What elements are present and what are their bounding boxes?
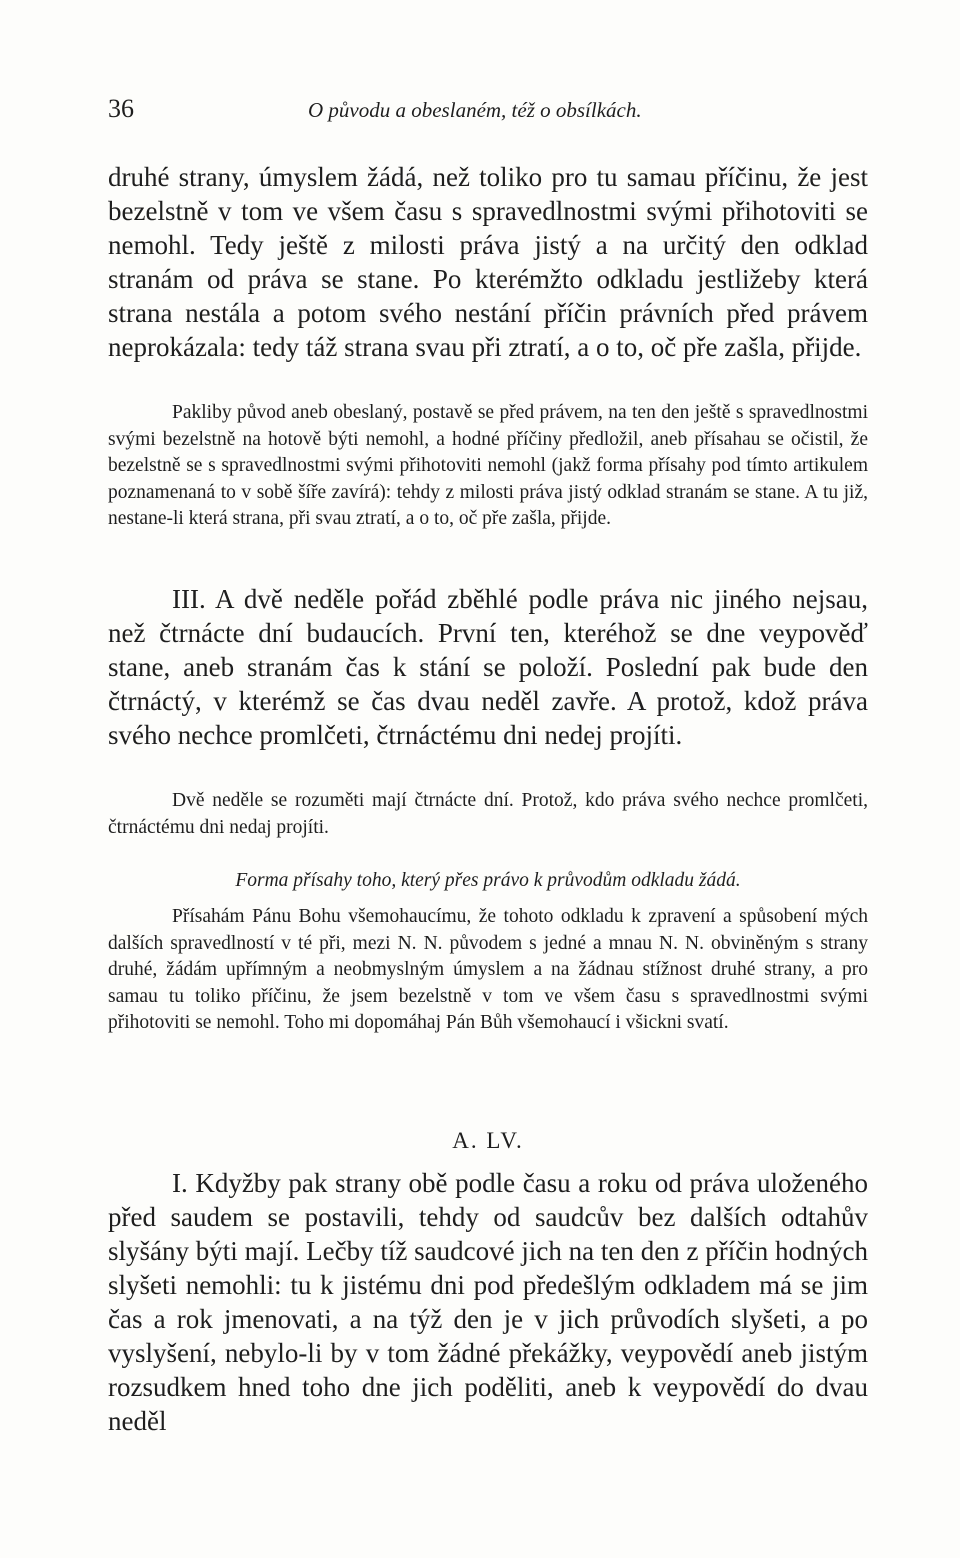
article-paragraph-i [108,1166,868,1438]
section-heading: A. LV. [452,1128,524,1153]
note-paragraph [108,788,868,841]
paragraph-text: druhé strany, úmyslem žádá, než toliko pro tu samau příčinu, že jest bezelstně v tom ve všem času s spravedlnostmi svými přihotoviti se nemohl. Tedy ještě z milosti práva jistý a na určitý den odklad stranám od práva se stane. Po kterémžto odkladu jestližeby která strana nestála a potom svého nestání příčin právních před právem neprokázala: tedy táž strana svau při ztratí, a o to, oč pře zašla, přijde. [108,162,868,362]
article-heading [108,1128,868,1154]
note-paragraph [108,400,868,533]
caption-text: Forma přísahy toho, který přes právo k průvodům odkladu žádá. [235,870,741,891]
paragraph-text: III. A dvě neděle pořád zběhlé podle práva nic jiného nejsau, než čtrnácte dní budaucích. První ten, kteréhož se dne veypověď stane, aneb stranám čas k stání se položí. Poslední pak bude den čtrnáctý, v kterémž se čas dvau neděl zavře. A protož, kdož práva svého nechce promlčeti, čtrnáctému dni nedej projíti. [108,584,868,750]
paragraph-text: Pakliby původ aneb obeslaný, postavě se před právem, na ten den ještě s spravedlnostmi svými bezelstně na hotově býti nemohl, a hodné příčiny předložil, aneb přísahau se očistil, že bezelstně se s spravedlnostmi svými přihotoviti nemohl (jakž forma přísahy pod tímto artikulem poznamenaná to v sobě šíře zavírá): tehdy z milosti práva jistý odklad stranám se stane. A tu již, nestane-li která strana, při svau ztratí, a o to, oč pře zašla, přijde. [108,402,868,529]
paragraph-continuation [108,160,868,364]
running-title: O původu a obeslaném, též o obsílkách. [308,98,642,122]
article-paragraph-iii [108,582,868,752]
page-header [108,94,870,134]
oath-caption [108,870,868,892]
oath-text [108,904,868,1037]
paragraph-text: Přísahám Pánu Bohu všemohaucímu, že tohoto odkladu k zpravení a spůsobení mých dalších spravedlností v té při, mezi N. N. původem s jedné a mnau N. N. obviněným s strany druhé, žádám upřímným a neobmyslným úmyslem a na žádnau stížnost druhé strany, a pro samau tu toliko příčinu, že jsem bezelstně v tom ve všem času s spravedlnostmi svými přihotoviti se nemohl. Toho mi dopomáhaj Pán Bůh všemohaucí i všickni svatí. [108,906,868,1033]
paragraph-text: Dvě neděle se rozuměti mají čtrnácte dní. Protož, kdo práva svého nechce promlčeti, čtrnáctému dni nedaj projíti. [108,790,868,838]
paragraph-text: I. Kdyžby pak strany obě podle času a roku od práva uloženého před saudem se postavili, tehdy od saudcův bez dalších odtahův slyšány býti mají. Lečby tíž saudcové jich na ten den z příčin hodných slyšeti nemohli: tu k jistému dni pod předešlým odkladem má se jim čas a rok jmenovati, a na týž den je v jich průvodích slyšeti, a po vyslyšení, nebylo-li by v tom žádné překážky, veypovědí aneb jistým rozsudkem hned toho dne jich poděliti, aneb k veypovědí do dvau neděl [108,1168,868,1436]
page-number: 36 [108,94,134,123]
